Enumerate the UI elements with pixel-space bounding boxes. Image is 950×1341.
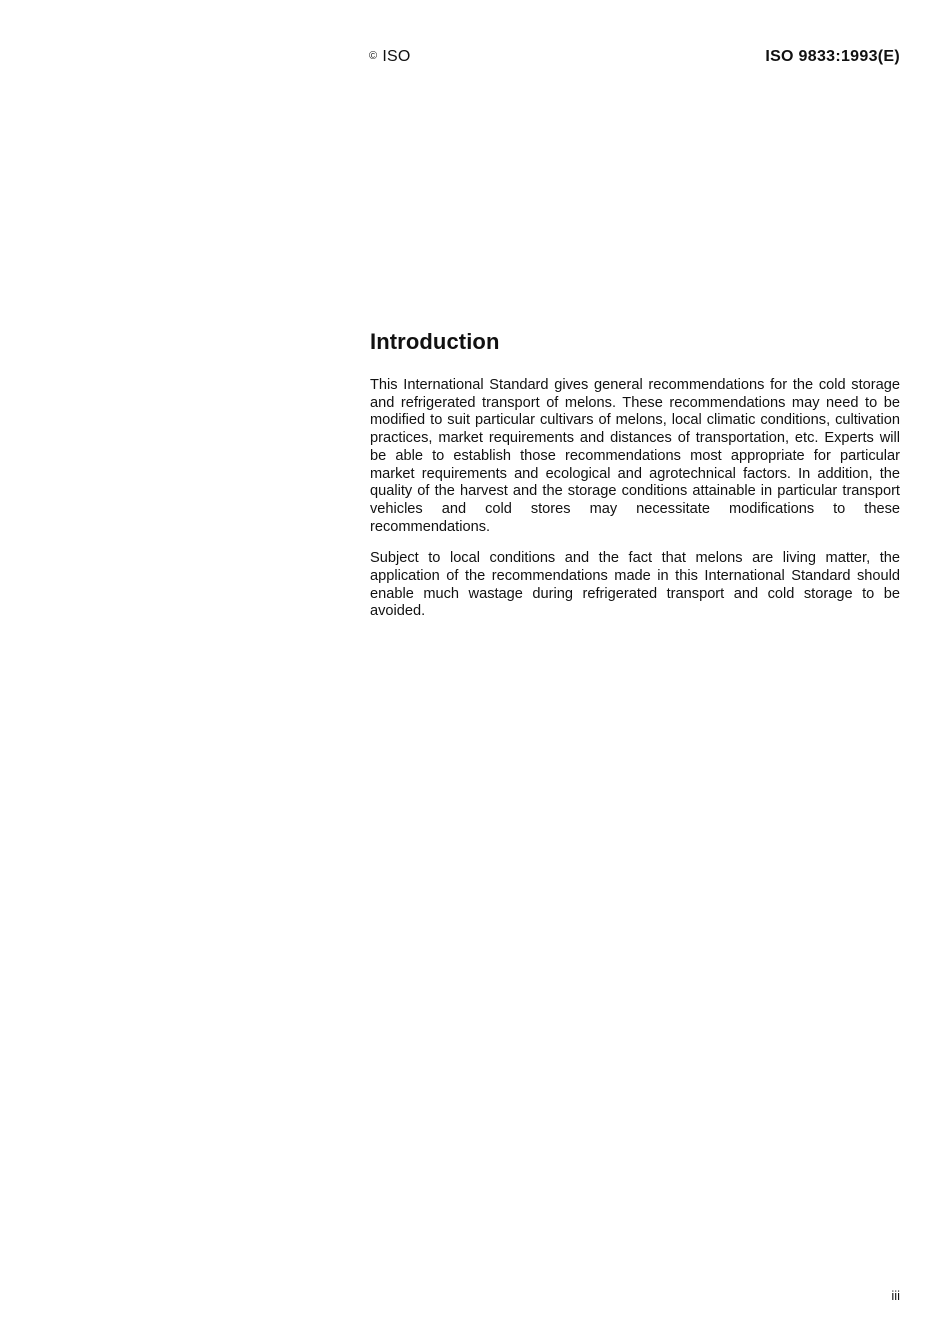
paragraph: This International Standard gives general recommendations for the cold storage and refrigerated transport of melons. These recommendations may need to be modified to suit particular cultivars of melons, local climatic conditions, cultivation practices, market requirements and distances of transportation, etc. Experts will be able to establish those recommendations most appropriate for particular market requirements and ecological and agrotechnical factors. In addition, the quality of the harvest and the storage conditions attainable in particular transport vehicles and cold stores may necessitate modifications to these recommendations.	[370, 377, 900, 535]
copyright-notice	[369, 48, 410, 66]
page-number: iii	[891, 1288, 900, 1303]
document-id: ISO 9833:1993(E)	[765, 48, 900, 65]
copyright-icon: ©	[369, 50, 378, 62]
section-title: Introduction	[370, 329, 500, 354]
copyright-owner: ISO	[382, 48, 411, 65]
paragraph: Subject to local conditions and the fact that melons are living matter, the application of the recommendations made in this International Standard should enable much wastage during refrigerated transport and cold storage to be avoided.	[370, 550, 900, 620]
section-body	[370, 377, 900, 635]
